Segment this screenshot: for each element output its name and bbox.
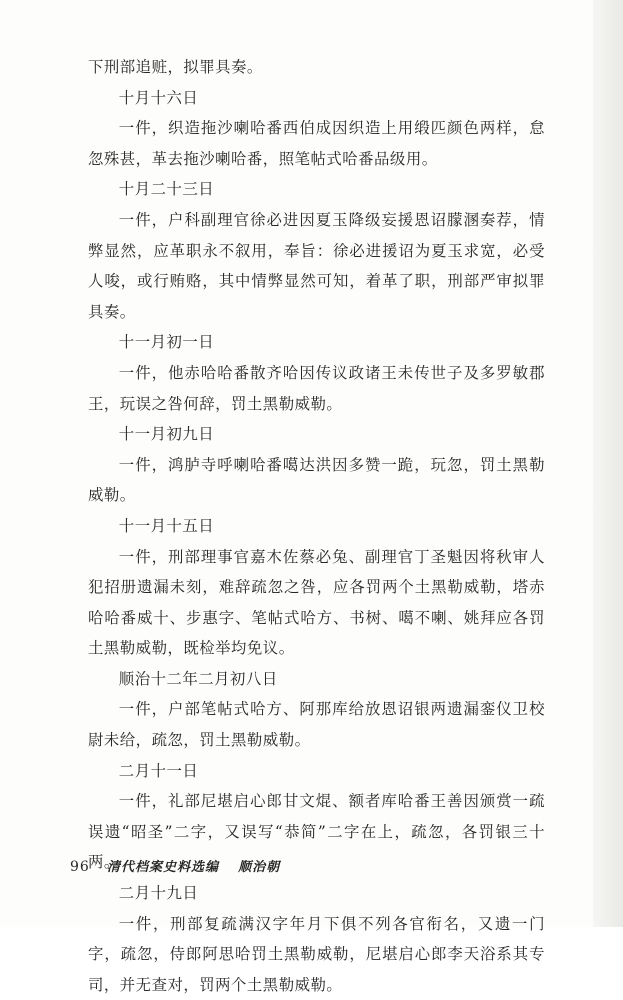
entry-paragraph: 一件，户部笔帖式哈方、阿那库给放恩诏银两遗漏銮仪卫校尉未给，疏忽，罚土黑勒威勒。 — [88, 700, 545, 750]
series-title: 清代档案史料选编 — [106, 860, 219, 875]
entry-paragraph: 一件，刑部理事官嘉木佐蔡必兔、副理官丁圣魁因将秋审人犯招册遗漏未刻，难辞疏忽之咎，应各罚两个土黑勒威勒，塔赤哈哈番威十、步惠字、笔帖式哈方、书树、噶不喇、姚拜应各罚土黑勒威勒，既检举均免议。 — [88, 547, 545, 658]
date-heading: 十一月初九日 — [118, 425, 215, 444]
date-heading: 十月二十三日 — [118, 180, 215, 199]
date-heading: 二月十一日 — [118, 761, 199, 780]
date-heading: 二月十九日 — [118, 884, 199, 903]
entry-paragraph: 一件，他赤哈哈番散齐哈因传议政诸王未传世子及多罗敏郡王，玩误之咎何辞，罚土黑勒威勒。 — [88, 363, 545, 413]
entry-paragraph: 一件，刑部复疏满汉字年月下俱不列各官衔名，又遗一门字，疏忽，侍郎阿思哈罚土黑勒威勒，尼堪启心郎李天浴系其专司，并无查对，罚两个土黑勒威勒。 — [88, 914, 545, 994]
date-heading: 十月十六日 — [118, 88, 199, 107]
date-heading: 十一月十五日 — [118, 516, 215, 535]
date-heading: 顺治十二年二月初八日 — [118, 669, 278, 688]
paragraph-continuation: 下刑部追赃，拟罪具奏。 — [88, 58, 263, 76]
entry-paragraph: 一件，鸿胪寺呼喇哈番噶达洪因多赞一跪，玩忽，罚土黑勒威勒。 — [88, 455, 545, 505]
page-number: 96 — [70, 859, 90, 875]
reign-title: 顺治朝 — [238, 860, 281, 875]
entry-paragraph: 一件，礼部尼堪启心郎甘文焜、额者库哈番王善因颁赏一疏误遗“昭圣”二字，又误写“恭简”二字在上，疏忽，各罚银三十两。 — [88, 792, 545, 872]
entry-paragraph: 一件，织造拖沙喇哈番西伯成因织造上用缎匹颜色两样，怠忽殊甚，革去拖沙喇哈番，照笔帖式哈番品级用。 — [88, 119, 545, 168]
entry-paragraph: 一件，户科副理官徐必进因夏玉降级妄援恩诏朦溷奏荐，情弊显然，应革职永不叙用，奉旨：徐必进援诏为夏玉求宽，必受人唆，或行贿赂，其中情弊显然可知，着革了职，刑部严审拟罪具奏。 — [88, 210, 545, 321]
page-footer — [70, 856, 280, 875]
date-heading: 十一月初一日 — [118, 333, 215, 352]
page-edge-shadow — [593, 0, 623, 927]
